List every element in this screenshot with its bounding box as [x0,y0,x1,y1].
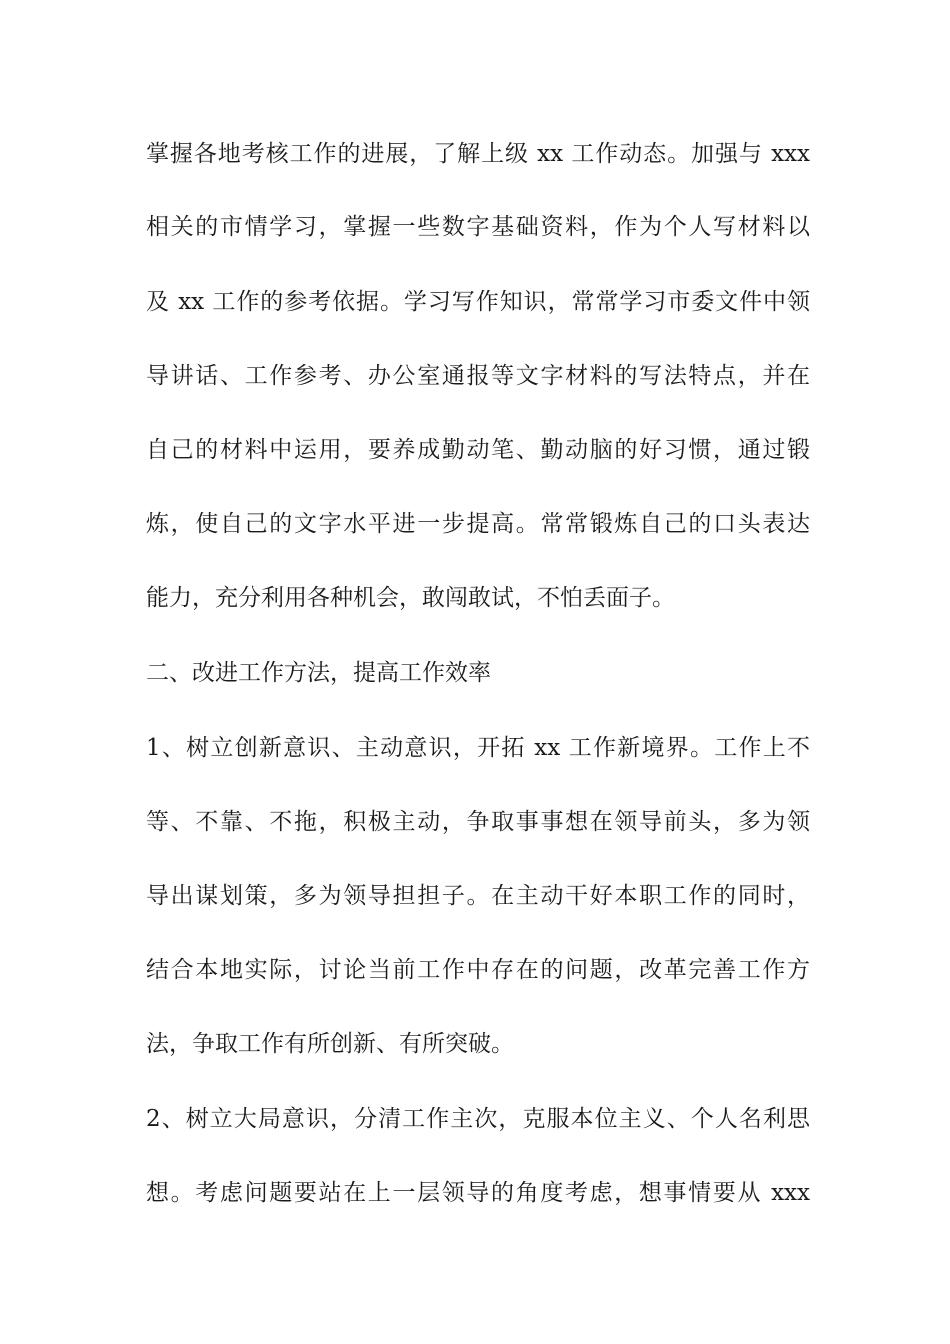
text-line-15: 想。考虑问题要站在上一层领导的角度考虑，想事情要从 xxx [146,1180,810,1206]
text-line-6: 炼，使自己的文字水平进一步提高。常常锻炼自己的口头表达 [146,511,810,537]
text-line-13: 法，争取工作有所创新、有所突破。 [146,1031,514,1057]
text-line-10: 等、不靠、不拖，积极主动，争取事事想在领导前头，多为领 [146,809,810,835]
text-line-9: 1、树立创新意识、主动意识，开拓 xx 工作新境界。工作上不 [146,735,810,761]
section-heading: 二、改进工作方法，提高工作效率 [146,660,491,686]
text-line-12: 结合本地实际，讨论当前工作中存在的问题，改革完善工作方 [146,957,810,983]
text-line-1: 掌握各地考核工作的进展，了解上级 xx 工作动态。加强与 xxx [146,141,810,167]
text-line-2: 相关的市情学习，掌握一些数字基础资料，作为个人写材料以 [146,214,810,240]
text-line-3: 及 xx 工作的参考依据。学习写作知识，常常学习市委文件中领 [146,289,810,315]
text-line-5: 自己的材料中运用，要养成勤动笔、勤动脑的好习惯，通过锻 [146,437,810,463]
text-line-7: 能力，充分利用各种机会，敢闯敢试，不怕丢面子。 [146,585,675,611]
text-line-14: 2、树立大局意识，分清工作主次，克服本位主义、个人名利思 [146,1106,810,1132]
text-line-4: 导讲话、工作参考、办公室通报等文字材料的写法特点，并在 [146,363,810,389]
text-line-11: 导出谋划策，多为领导担担子。在主动干好本职工作的同时， [146,883,810,909]
